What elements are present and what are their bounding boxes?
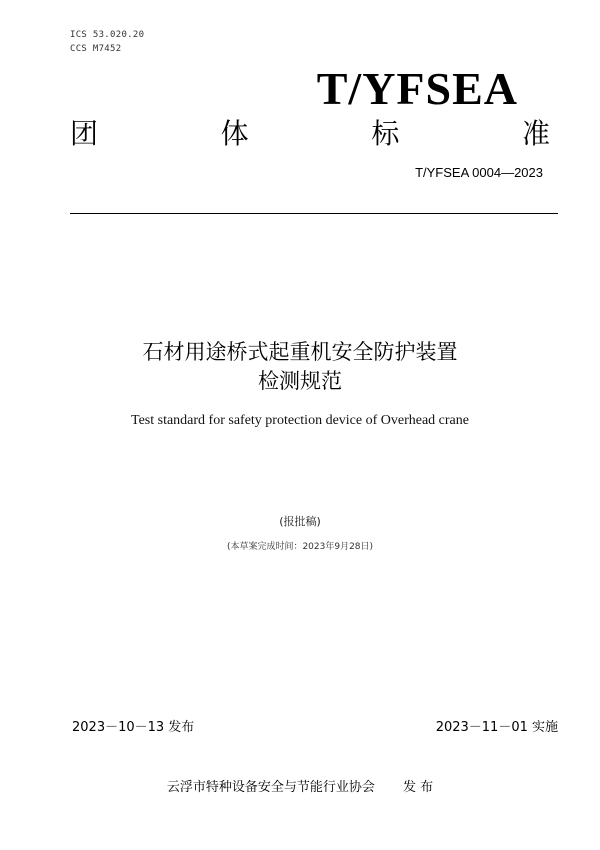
document-title-line1: 石材用途桥式起重机安全防护装置 [142, 340, 458, 364]
document-title-line2: 检测规范 [258, 369, 342, 393]
publisher-line [0, 776, 600, 795]
implementation-date: 2023－11－01 实施 [435, 720, 558, 735]
draft-completion-time: (本草案完成时间：2023年9月28日) [226, 542, 374, 552]
standard-type-char: 标 [371, 117, 400, 150]
standard-org-code: T/YFSEA [316, 63, 518, 114]
standard-type-char: 体 [220, 117, 249, 150]
document-title-english: Test standard for safety protection device of Overhead crane [131, 413, 469, 428]
standard-type-char: 团 [70, 117, 99, 150]
publisher-name: 云浮市特种设备安全与节能行业协会 [166, 780, 375, 795]
publish-action: 发 布 [402, 780, 434, 795]
ics-code: ICS 53.020.20 [70, 30, 145, 40]
draft-status-label: (报批稿) [279, 515, 321, 528]
standard-type-heading [70, 112, 550, 152]
ccs-code: CCS M7452 [70, 44, 122, 54]
issue-date: 2023－10－13 发布 [72, 720, 195, 735]
standard-number: T/YFSEA 0004—2023 [415, 165, 543, 180]
standard-type-char: 准 [521, 117, 550, 150]
header-divider [70, 213, 558, 214]
